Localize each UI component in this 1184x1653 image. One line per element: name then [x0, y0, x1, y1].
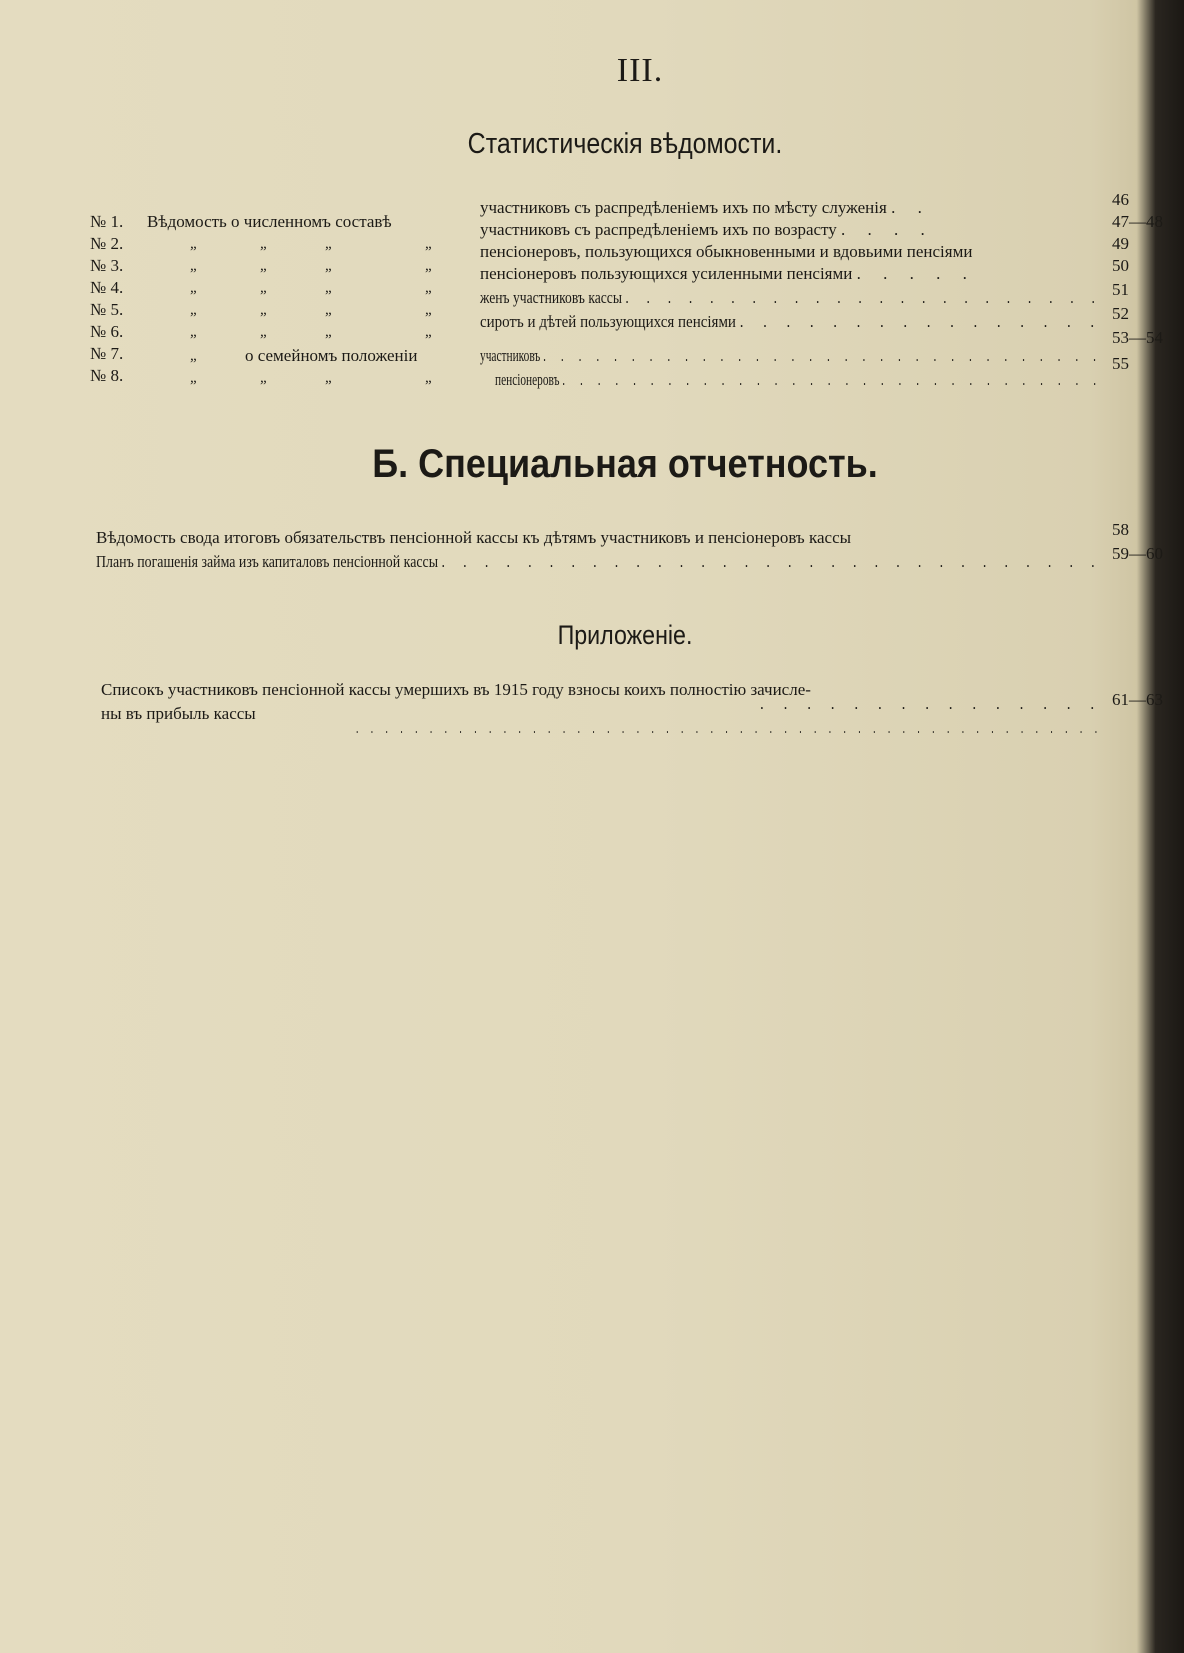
page-ref: 52 — [1112, 304, 1129, 323]
page-ref: 61—63 — [1112, 690, 1163, 709]
ditto-mark: „ — [425, 302, 432, 318]
ditto-mark: „ — [325, 258, 332, 274]
entry-description: Планъ погашенія займа изъ капиталовъ пенсіонной кассы — [96, 552, 439, 571]
entry-number: № 3. — [90, 256, 124, 275]
page-ref: 55 — [1112, 354, 1129, 373]
entry-number: № 5. — [90, 300, 124, 319]
section-title-appendix: Приложеніе. — [557, 620, 693, 650]
dot-leader: . . . . . . . . . . . . . . . . — [739, 312, 1103, 331]
ditto-mark: „ — [190, 324, 197, 340]
entry-description: участниковъ — [480, 346, 541, 365]
entry-description: женъ участниковъ кассы — [480, 288, 622, 307]
toc-entry-text — [96, 552, 1102, 572]
page-ref: 49 — [1112, 234, 1129, 253]
toc-entry-text — [495, 370, 1102, 390]
entry-description: участниковъ съ распредѣленіемъ ихъ по возрасту — [480, 220, 837, 239]
entry-number: № 4. — [90, 278, 124, 297]
ditto-mark: „ — [190, 302, 197, 318]
dot-leader: . . . . — [840, 220, 934, 239]
ditto-mark: „ — [325, 236, 332, 252]
dot-leader — [356, 718, 1102, 738]
ditto-mark: „ — [190, 236, 197, 252]
entry-description: пенсіонеровъ пользующихся усиленными пенсіями — [480, 264, 853, 283]
dot-leader: . . . . . . . . . . . . . . . — [760, 694, 1103, 713]
ditto-mark: „ — [190, 258, 197, 274]
dot-leader: . . . . . . . . . . . . . . . . . . . . . . . . . . . . . . . — [562, 370, 1103, 389]
toc-entry-text — [480, 346, 1102, 366]
dot-leader: . . . . . — [856, 264, 976, 283]
page-ref: 59—60 — [1112, 544, 1163, 563]
entry-description: Списокъ участниковъ пенсіонной кассы умершихъ въ 1915 году взносы коихъ полностію зачисле- — [101, 680, 811, 699]
page-ref: 47—48 — [1112, 212, 1163, 231]
toc-entry-text — [480, 220, 934, 240]
ditto-mark: „ — [190, 280, 197, 296]
toc-entry-text — [480, 288, 1102, 308]
section-title-special-reporting: Б. Специальная отчетность. — [372, 442, 878, 486]
ditto-mark: „ — [260, 324, 267, 340]
ditto-mark: „ — [260, 302, 267, 318]
dot-leader — [760, 694, 1102, 714]
section-roman-numeral: III. — [616, 52, 664, 89]
entry-number: № 1. — [90, 212, 124, 231]
entry-description: ны въ прибыль кассы — [101, 704, 256, 723]
entry-description: пенсіонеровъ, пользующихся обыкновенными и вдовьими пенсіями — [480, 242, 973, 261]
ditto-mark: „ — [425, 324, 432, 340]
dot-leader: . . . . . . . . . . . . . . . . . . . . . . . — [625, 288, 1103, 307]
ditto-mark: „ — [325, 370, 332, 386]
dot-leader: . . . . . . . . . . . . . . . . . . . . . . . . . . . . . . . . — [543, 346, 1103, 365]
ditto-mark: „ — [190, 348, 197, 364]
entry-number: № 8. — [90, 366, 124, 385]
ditto-mark: „ — [260, 258, 267, 274]
family-status-prefix: о семейномъ положеніи — [245, 346, 418, 365]
dot-leader: . . . . . . . . . . . . . . . . . . . . . . . . . . . . . . . — [441, 552, 1103, 571]
section-title-statistical: Статистическія вѣдомости. — [467, 128, 783, 160]
toc-entry-text — [96, 528, 851, 548]
ditto-mark: „ — [325, 280, 332, 296]
entry-description: участниковъ съ распредѣленіемъ ихъ по мѣсту служенія — [480, 198, 887, 217]
toc-entry-text — [101, 680, 811, 700]
ditto-mark: „ — [260, 280, 267, 296]
page-ref: 58 — [1112, 520, 1129, 539]
toc-entry-text — [480, 264, 976, 284]
entry-number: № 6. — [90, 322, 124, 341]
ditto-mark: „ — [260, 370, 267, 386]
ditto-mark: „ — [190, 370, 197, 386]
toc-entry-text — [101, 704, 256, 724]
page-ref: 50 — [1112, 256, 1129, 275]
toc-entry-text — [480, 312, 1102, 332]
dot-leader: . . . . . . . . . . . . . . . . . . . . . . . . . . . . . . . . . . . . . . . . . . . . . . . . . . . — [356, 718, 1103, 737]
ditto-mark: „ — [325, 302, 332, 318]
ditto-mark: „ — [425, 370, 432, 386]
toc-entry-text — [480, 242, 972, 262]
entry-description: сиротъ и дѣтей пользующихся пенсіями — [480, 312, 736, 331]
dot-leader: . . — [891, 198, 931, 217]
entry-number: № 2. — [90, 234, 124, 253]
entry-description: Вѣдомость свода итоговъ обязательствъ пенсіонной кассы къ дѣтямъ участниковъ и пенсіонеровъ кассы — [96, 528, 852, 547]
toc-entry-text — [480, 198, 931, 218]
vedomost-prefix: Вѣдомость о численномъ составѣ — [147, 212, 392, 231]
page-ref: 51 — [1112, 280, 1129, 299]
entry-number: № 7. — [90, 344, 124, 363]
page-ref: 46 — [1112, 190, 1129, 209]
ditto-mark: „ — [425, 258, 432, 274]
ditto-mark: „ — [325, 324, 332, 340]
page-ref: 53—54 — [1112, 328, 1163, 347]
entry-description: пенсіонеровъ — [495, 370, 560, 389]
ditto-mark: „ — [260, 236, 267, 252]
ditto-mark: „ — [425, 236, 432, 252]
ditto-mark: „ — [425, 280, 432, 296]
